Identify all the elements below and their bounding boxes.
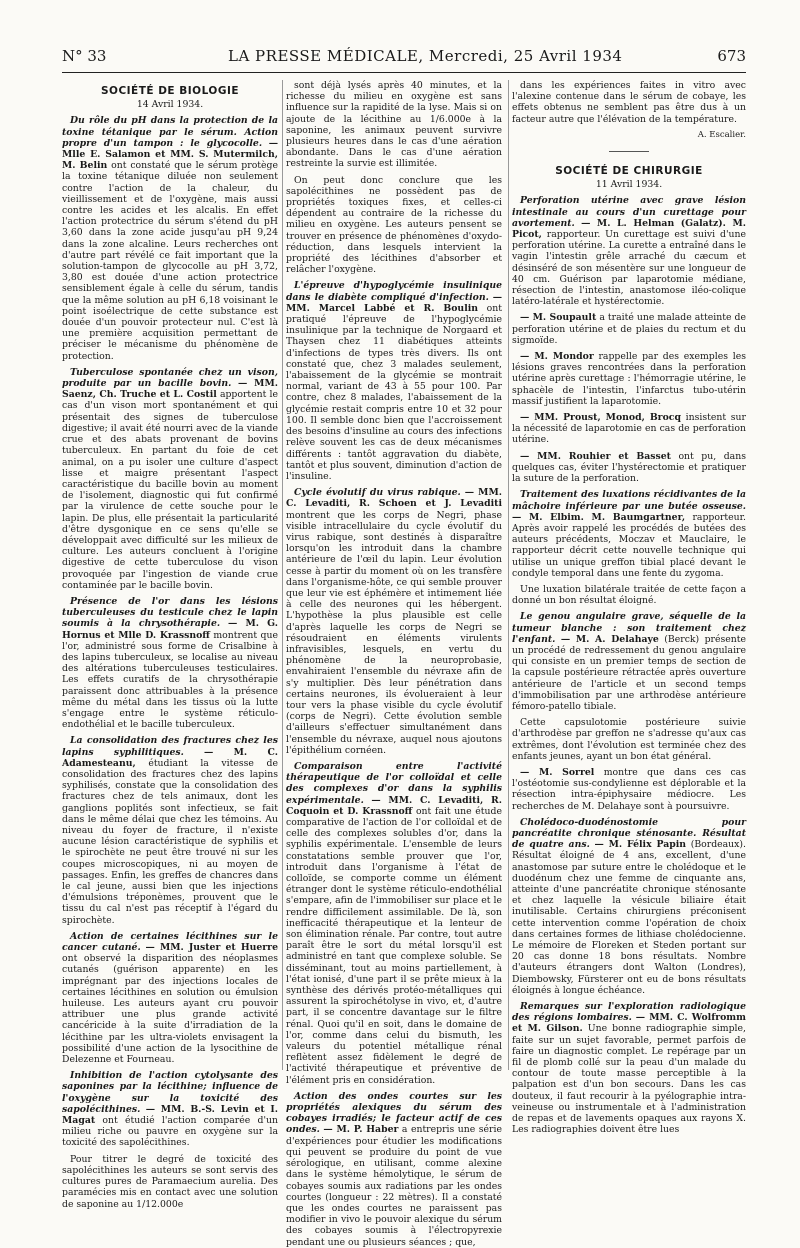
article-title: L'épreuve d'hypoglycémie insulinique dans le diabète compliqué d'infection.: [286, 280, 502, 303]
article-body: ont observé la disparition des néoplasmes cutanés (guérison apparente) en les imprégnant par des injections locales de certaines lécithines en solution ou émulsion huileuse. Les auteurs ayant cru pouvoir attribuer une plus grande activité cancéricide à la suite d'irradiation de la lécithine par les ultra-violets envisagent la possibilité d'une action de la lysocithine de Delezenne et Fourneau.: [62, 953, 278, 1066]
article-authors: — M. C. Adamesteanu,: [62, 746, 278, 769]
article-authors: — M. A. Delahaye: [560, 633, 659, 645]
column-2: [286, 80, 502, 1248]
article-body: ont étudié l'action comparée d'un milieu riche ou pauvre en oxygène sur la toxicité des sapolécithines.: [62, 1115, 278, 1149]
article: [512, 80, 746, 125]
article: [512, 1001, 746, 1135]
article-body: a traité une malade atteinte de perforation utérine et de plaies du rectum et du sigmoïde.: [512, 312, 746, 346]
article: [286, 487, 502, 756]
article: [62, 367, 278, 591]
masthead: [62, 47, 746, 69]
section-date: 14 Avril 1934.: [136, 99, 204, 111]
article-body: ont pu, dans quelques cas, éviter l'hystérectomie et pratiquer la suture de la perforation.: [512, 450, 746, 485]
article-list: [512, 80, 746, 125]
article: [286, 280, 502, 482]
article-authors: — M. Mondor: [520, 351, 594, 363]
page-number: 673: [717, 47, 746, 65]
section-heading: SOCIÉTÉ DE CHIRURGIE: [555, 165, 703, 178]
article: [512, 767, 746, 812]
article-body: ont fait une étude comparative de l'action de l'or colloïdal et de celle des complexes solubles d'or, dans la syphilis expérimentale. L'ensemble de leurs constatations semble prouver que l'or, introduit dans l'organisme à l'état de colloïde, se comporte comme un élément étranger dont le système réticulo-endothélial s'empare, afin de l'immobiliser sur place et le rendre difficilement assimilable. De là, son inefficacité thérapeutique et la lenteur de son élimination rénale. Par contre, tout autre paraît être le sort du métal lorsqu'il est administré en tant que complexe soluble. Se disséminant, tout au moins partiellement, à l'état ionisé, d'une part il se prête mieux à la synthèse des dérivés protéo-métalliques qui assurent la spirochétolyse in vivo, et, d'autre part, il se concentre davantage sur le filtre rénal. Quoi qu'il en soit, dans le domaine de l'or, comme dans celui du bismuth, les valeurs du potentiel métallique rénal reflètent assez fidèlement le degré de l'activité thérapeutique et préventive de l'élément pris en considération.: [286, 805, 502, 1086]
article-authors: — M. Soupault: [520, 312, 597, 324]
article-body: montrent que l'or, administré sous forme de Crisalbine à des lapins tuberculeux, se localise au niveau des altérations tuberculeuses testiculaires. Les effets curatifs de la chrysothérapie paraissent donc attribuables à la présence même du métal dans les tissus où la lutte s'engage entre le système réticulo-endothélial et le bacille tuberculeux.: [62, 629, 279, 731]
article-authors: — M. L. Helman (Galatz). M. Picot,: [512, 217, 746, 241]
article-title: Perforation utérine avec grave lésion intestinale au cours d'un curettage pour avortement.: [512, 195, 746, 229]
article-title: Traitement des luxations récidivantes de la mâchoire inférieure par une butée osseuse.: [512, 489, 746, 512]
article-authors: — MM. B.-S. Levin et I. Magat: [62, 1103, 278, 1127]
article-body: rappelle par des exemples les lésions graves rencontrées dans la perforation utérine après curettage : l'hémorragie utérine, le sphacèle de l'intestin, l'infarctus tubo-utérin massif justifient la laparotomie.: [512, 351, 746, 407]
header-rule: [62, 72, 746, 73]
article: [62, 596, 278, 730]
article-title: Tuberculose spontanée chez un vison, produite par un bacille bovin.: [62, 366, 278, 390]
article-body: On peut donc conclure que les sapolécithines ne possèdent pas de propriétés toxiques fixes, et celles-ci dépendent au contraire de la richesse du milieu en oxygène. Les auteurs pensent se trouver en présence de phénomènes d'oxydo-réduction, dans lesquels intervient la propriété des lécithines d'absorber et relâcher l'oxygène.: [286, 174, 502, 276]
article-authors: — MM. Marcel Labbé et R. Boulin: [286, 291, 502, 314]
article-authors: — MM. Rouhier et Basset: [520, 450, 671, 462]
article-body: dans les expériences faites in vitro avec l'alexine contenue dans le sérum de cobaye, les effets obtenus ne semblent pas être dus à un facteur autre que l'élévation de la température.: [512, 80, 746, 125]
section-heading: SOCIÉTÉ DE BIOLOGIE: [100, 85, 240, 97]
article-authors: — M. Félix Papin: [594, 839, 687, 851]
article-body: apportent le cas d'un vison mort spontanément et qui présentait des signes de tuberculose digestive; il avait été nourri avec de la viande crue et des abats provenant de bovins tuberculeux. En partant du foie de cet animal, on a pu isoler une culture d'aspect lisse et maigre présentant l'aspect caractéristique du bacille bovin au moment de l'isolement, diagnostic qui fut confirmé par la virulence de cette souche pour le lapin. De plus, elle présentait la particularité d'être dysgonique en ce sens qu'elle se développait avec difficulté sur les milieux de culture. Les auteurs concluent à l'origine digestive de cette tuberculose du vison provoquée par l'ingestion de viande crue contaminée par le bacille bovin.: [62, 389, 278, 591]
column-separator: [282, 80, 283, 1070]
article-body: rapporteur. Un curettage est suivi d'une perforation utérine. La curette a entraîné dans le vagin l'intestin grêle arraché du cæcum et désinséré de son mésentère sur une longueur de 40 cm. Guérison par laparotomie médiane, résection de l'intestin, anastomose iléo-colique latéro-latérale et hystérectomie.: [512, 229, 746, 308]
article: [512, 489, 746, 579]
article-body: Une luxation bilatérale traitée de cette façon a donné un bon résultat éloigné.: [512, 583, 746, 607]
article-body: (Berck) présente un procédé de redressement du genou angulaire qui consiste en un premier temps de section de la capsule postérieure rétractée après ouverture antérieure de l'article et un second temps d'immobilisation par une arthrodèse antérieure fémoro-patello tibiale.: [512, 633, 746, 712]
article-body: insistent sur la nécessité de laparotomie en cas de perforation utérine.: [512, 412, 746, 446]
article-body: étudiant la vitesse de consolidation des fractures chez des lapins syphilisés, constate que la consolidation des fractures chez de tels animaux, dont les ganglions poplités sont infectieux, se fait dans le même délai que chez les témoins. Au niveau du foyer de fracture, il n'existe aucune lésion caractéristique de syphilis et le spirochète ne peut être trouvé ni sur les coupes microscopiques, ni au moyen de passages. Enfin, les greffes de chancres dans le cal jeune, aussi bien que les injections d'émulsions tréponèmes, prouvent que le tissu du cal n'est pas réceptif à l'égard du spirochète.: [62, 757, 278, 926]
article-body: sont déjà lysés après 40 minutes, et la richesse du milieu en oxygène est sans influence sur la rapidité de la lyse. Mais si on ajoute de la lécithine au 1/6.000e à la saponine, les animaux peuvent survivre plusieurs heures dans le cas d'une aération abondante. Dans le cas d'une aération restreinte la survie est illimitée.: [286, 80, 502, 170]
article: [512, 817, 746, 996]
article-title: Comparaison entre l'activité thérapeutique de l'or colloïdal et celle des complexes d'or dans la syphilis expérimentale.: [286, 760, 502, 806]
article-title: Cycle évolutif du virus rabique.: [294, 487, 461, 499]
article-body: rapporteur. Après avoir rappelé les procédés de butées des auteurs précédents, Moczav et Mauclaire, le rapporteur décrit cette nouvelle technique qui utilise un unique greffon tibial placé devant le condyle temporal dans une fente du zygoma.: [512, 511, 746, 579]
article: [62, 931, 278, 1065]
article: [512, 611, 746, 712]
divider: [609, 151, 649, 152]
article-authors: — Mlle E. Salamon et MM. S. Mutermilch, M. Belin: [62, 137, 278, 172]
article-title: Action de certaines lécithines sur le cancer cutané.: [62, 930, 278, 954]
article-body: (Bordeaux). Résultat éloigné de 4 ans, excellent, d'une anastomose par suture entre le cholédoque et le duodénum chez une femme de cinquante ans, atteinte d'une pancréatite chronique sténosante et chez laquelle la vésicule biliaire était inutilisable. Certains chirurgiens préconisent cette intervention comme l'opération de choix dans certaines formes de lithiase cholédocienne. Le mémoire de Floreken et Steden portant sur 20 cas donne 18 bons résultats. Nombre d'auteurs étrangers dont Walton (Londres), Diembowsky, Fürsterer ont eu de bons résultats éloignés à longue échéance.: [512, 839, 746, 996]
article: [62, 115, 278, 361]
article-title: Action des ondes courtes sur les propriétés alexiques du sérum des cobayes irradiés; le facteur actif de ces ondes.: [286, 1090, 502, 1136]
article-title: Présence de l'or dans les lésions tuberculeuses du testicule chez le lapin soumis à la chrysothérapie.: [62, 595, 278, 630]
article-authors: — M. G. Hornus et Mlle D. Krassnoff: [62, 618, 278, 641]
article-body: Pour titrer le degré de toxicité des sapolécithines les auteurs se sont servis des cultures pures de Paramaecium aurelia. Des paramécies mis en contact avec une solution de saponine au 1/12.000e: [62, 1153, 278, 1210]
article: [512, 717, 746, 762]
article-body: a entrepris une série d'expériences pour étudier les modifications qui peuvent se produire du point de vue sérologique, en utilisant, comme alexine dans le système hémolytique, le sérum de cobayes soumis aux radiations par les ondes courtes (longueur : 22 mètres). Il a constaté que les ondes courtes ne paraissent pas modifier in vivo le pouvoir alexique du sérum des cobayes soumis à l'électropyrexie pendant une ou plusieurs séances ; que,: [286, 1124, 502, 1248]
article-body: Cette capsulotomie postérieure suivie d'arthrodèse par greffon ne s'adresse qu'aux cas extrêmes, dont l'évolution est terminée chez des enfants jeunes, ayant un bon état général.: [512, 717, 746, 762]
article-body: Une bonne radiographie simple, faite sur un sujet favorable, permet parfois de faire un diagnostic complet. Le repérage par un fil de plomb collé sur la peau d'un malade du contour de toute masse perceptible à la palpation est d'un bon secours. Dans les cas douteux, il faut recourir à la pyélographie intra-veineuse ou instrumentale et à l'administration de repas et de lavements opaques aux rayons X. Les radiographies doivent être lues: [512, 1023, 746, 1136]
column-separator: [508, 80, 509, 1070]
article: [286, 175, 502, 276]
article-list: [62, 115, 278, 1209]
article-body: montrent que les corps de Negri, phase visible intracellulaire du cycle évolutif du virus rabique, sont destinés à disparaître lorsqu'on les introduit dans la chambre antérieure de l'œil du lapin. Leur évolution cesse à partir du moment où on les transfère dans l'organisme-hôte, ce qui semble prouver que leur vie est éphémère et intimement liée à celle des neurones qui les hébergent. L'hypothèse la plus plausible est celle d'après laquelle les corps de Negri se résoudraient en éléments virulents infravisibles, lesquels, en vertu du phénomène de la neuroprobasie, envahiraient l'ensemble du névraxe afin de s'y multiplier. Dès leur pénétration dans certains neurones, ils évolueraient à leur tour vers la phase visible du cycle évolutif (corps de Negri). Cette évolution semble d'ailleurs s'effectuer simultanément dans l'ensemble du névraxe, auquel nous ajoutons l'épithélium cornéen.: [286, 509, 502, 756]
article: [62, 1154, 278, 1210]
article-authors: — MM. C. Levaditi, R. Coquoin et D. Krassnoff: [286, 794, 502, 817]
article-authors: — MM. Juster et Huerre: [145, 942, 278, 954]
article-body: ont constaté que le sérum protège la toxine tétanique diluée non seulement contre l'action de la chaleur, du vieillissement et de l'oxygène, mais aussi contre les acides et les alcalis. En effet l'action protectrice du sérum s'étend du pH 3,60 dans la zone acide jusqu'au pH 9,24 dans la zone alcaline. Leurs recherches ont d'autre part révélé ce fait important que la solution-tampon de glycocolle au pH 3,72, 3,80 est douée d'une action protectrice sensiblement égale à celle du sérum, tandis que la même solution au pH 6,18 voisinant le point isoélectrique de cette substance est douée d'un pouvoir protecteur nul. C'est là une première acquisition permettant de préciser le mécanisme du phénomène de protection.: [62, 160, 278, 362]
article: [512, 451, 746, 485]
article-authors: — MM. C. Levaditi, R. Schoen et J. Levaditi: [286, 487, 502, 510]
article: [512, 195, 746, 307]
article: [62, 735, 278, 925]
article-body: montre que dans ces cas l'ostéotomie sus-condylienne est déplorable et la résection intra-épiphysaire médiocre. Les recherches de M. Delahaye sont à poursuivre.: [512, 766, 746, 812]
column-3: [512, 80, 746, 1136]
article-authors: — M. Sorrel: [520, 766, 595, 778]
article-authors: — MM. Proust, Monod, Brocq: [520, 412, 681, 424]
article: [512, 351, 746, 407]
signature: A. Escalier.: [697, 129, 746, 140]
section-date: 11 Avril 1934.: [595, 179, 663, 191]
article: [512, 412, 746, 446]
article: [62, 1070, 278, 1148]
article-title: Cholédoco-duodénostomie pour pancréatite chronique sténosante. Résultat de quatre ans.: [512, 816, 746, 851]
article-list: [286, 80, 502, 1248]
article: [286, 761, 502, 1086]
article-authors: — MM. Saenz, Ch. Truche et L. Costil: [62, 378, 278, 401]
article-title: Le genou angulaire grave, séquelle de la tumeur blanche : son traitement chez l'enfant.: [512, 611, 746, 645]
article: [286, 1091, 502, 1248]
article: [286, 80, 502, 170]
article-title: Inhibition de l'action cytolysante des saponines par la lécithine; influence de l'oxygène sur la toxicité des sapolécithines.: [62, 1070, 278, 1115]
article-authors: — M. P. Haber: [323, 1124, 399, 1136]
article-title: Du rôle du pH dans la protection de la toxine tétanique par le sérum. Action propre d'un tampon : le glycocolle.: [62, 115, 278, 149]
article-list: [512, 195, 746, 1135]
article-authors: — M. Elbim. M. Baumgartner,: [512, 511, 686, 523]
article: [512, 584, 746, 606]
journal-title: LA PRESSE MÉDICALE, Mercredi, 25 Avril 1934: [228, 47, 623, 65]
article-body: ont pratiqué l'épreuve de l'hypoglycémie insulinique par la technique de Norgaard et Thaysen chez 11 diabétiques atteints d'infections de types très divers. Ils ont constaté que, chez 3 malades seulement, l'abaissement de la glycémie se montrait normal, variant de 43 à 55 pour 100. Par contre, chez 8 malades, l'abaissement de la glycémie restait compris entre 10 et 32 pour 100. Il semble donc bien que l'accroissement des besoins d'insuline au cours des infections relève souvent les cas de deux mécanismes différents : tantôt aggravation du diabète, tantôt et plus souvent, diminution d'action de l'insuline.: [286, 302, 502, 482]
article-authors: — MM. C. Wolfromm et M. Gilson.: [512, 1012, 746, 1035]
column-1: [62, 80, 279, 1210]
article-title: La consolidation des fractures chez les lapins syphilitiques.: [62, 735, 278, 758]
article-title: Remarques sur l'exploration radiologique des régions lombaires.: [512, 1001, 746, 1024]
article: [512, 312, 746, 346]
issue-number: N° 33: [62, 47, 107, 65]
